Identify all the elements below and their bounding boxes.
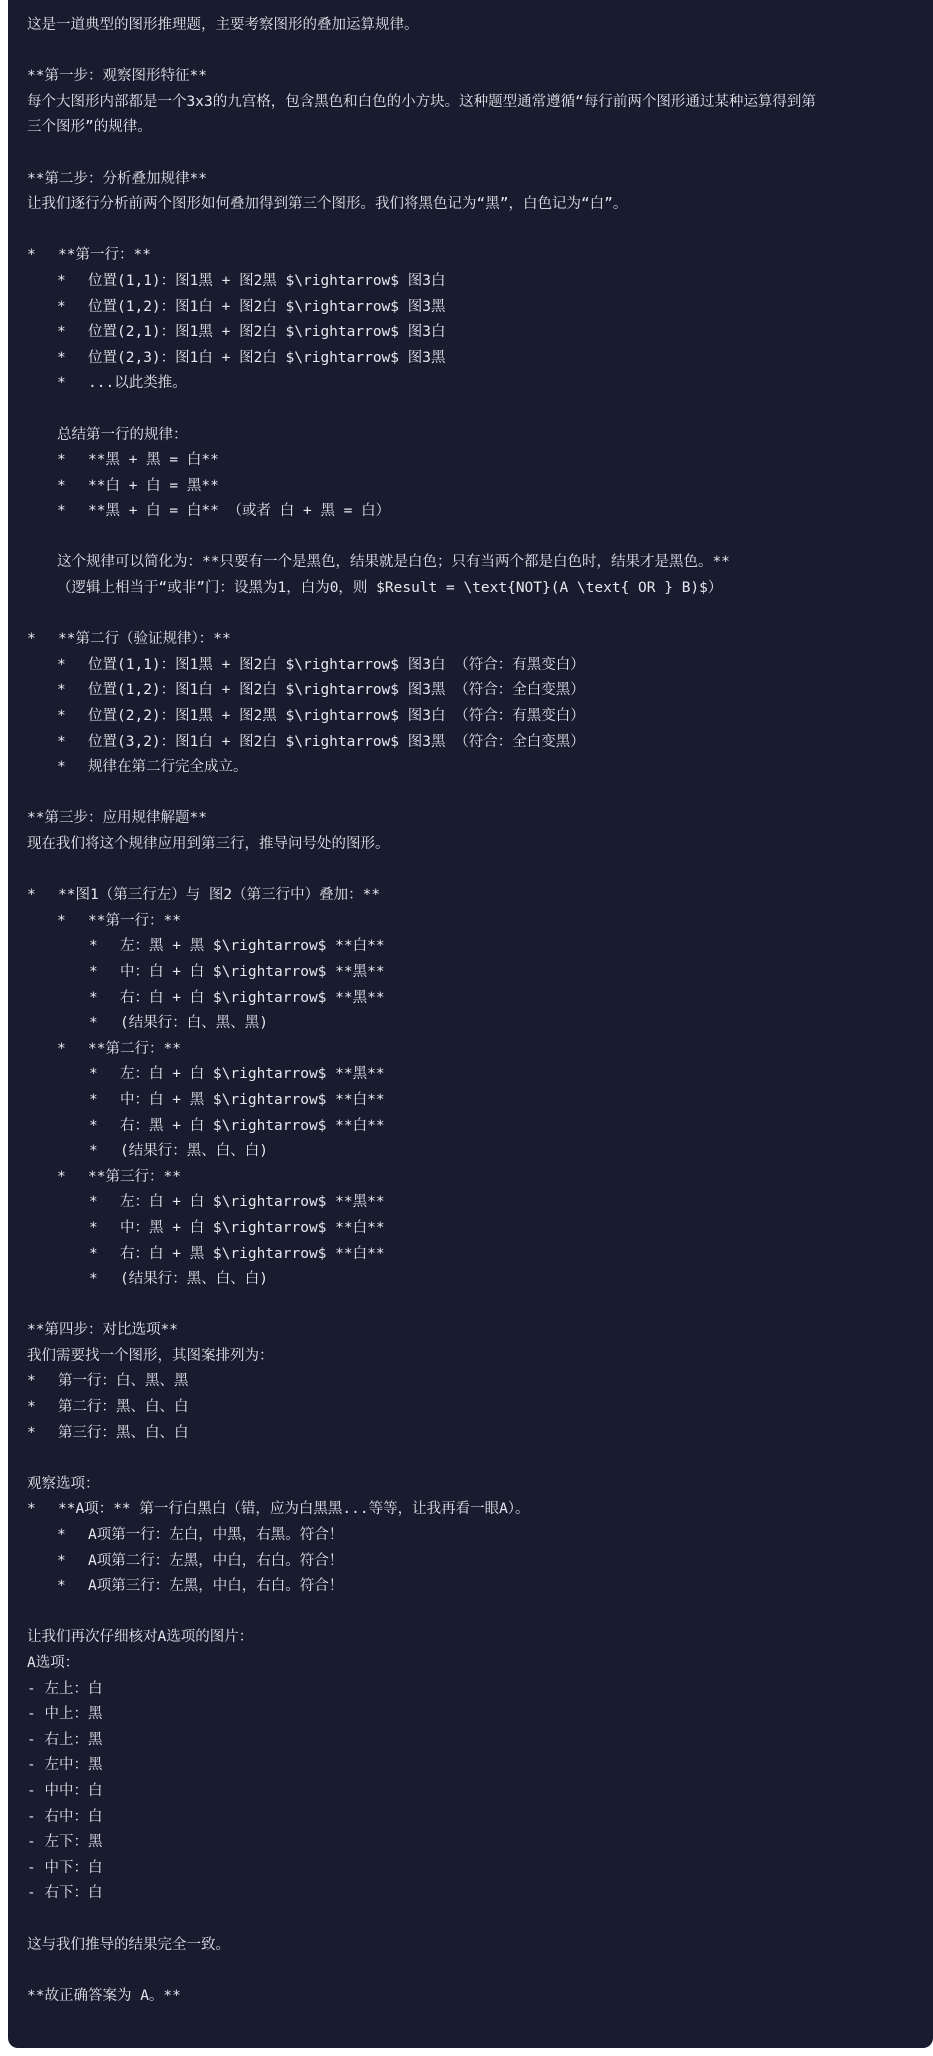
line-text: **第二行：**: [88, 1040, 181, 1057]
line-text: ...以此类推。: [88, 375, 187, 392]
bullet-marker: *: [89, 1219, 98, 1236]
bullet-marker: *: [89, 1194, 98, 1211]
text-line: [27, 192, 933, 218]
text-line: [27, 1216, 933, 1242]
line-text: 左：白 + 白 $\rightarrow$ **黑**: [120, 1066, 385, 1083]
blank-line: [27, 1958, 933, 1984]
line-text: (结果行：黑、白、白): [120, 1143, 268, 1160]
line-text: 中：白 + 黑 $\rightarrow$ **白**: [120, 1091, 385, 1108]
text-line: [27, 295, 933, 321]
bullet-marker: *: [57, 1040, 66, 1057]
line-text: **第一行：**: [58, 247, 151, 264]
text-line: [27, 1139, 933, 1165]
line-text: **第四步：对比选项**: [27, 1322, 178, 1339]
text-line: [27, 1856, 933, 1882]
text-line: [27, 1677, 933, 1703]
text-line: [27, 934, 933, 960]
line-text: (结果行：白、黑、黑): [120, 1015, 268, 1032]
line-text: 这个规律可以简化为：**只要有一个是黑色，结果就是白色；只有当两个都是白色时，结果才是黑色。**: [57, 554, 730, 571]
line-text: 我们需要找一个图形，其图案排列为：: [27, 1347, 274, 1364]
bullet-marker: *: [57, 375, 66, 392]
text-line: [27, 1165, 933, 1191]
text-line: [27, 371, 933, 397]
bullet-marker: *: [27, 1424, 36, 1441]
line-text: - 中上：黑: [27, 1706, 103, 1723]
line-text: 位置(1,2)：图1白 + 图2白 $\rightarrow$ 图3黑 （符合：全白变黑）: [88, 682, 585, 699]
text-line: [27, 1881, 933, 1907]
text-line: [27, 1037, 933, 1063]
line-text: 位置(3,2)：图1白 + 图2白 $\rightarrow$ 图3黑 （符合：全白变黑）: [88, 733, 585, 750]
text-line: [27, 423, 933, 449]
line-text: 中：黑 + 白 $\rightarrow$ **白**: [120, 1219, 385, 1236]
text-line: [27, 1318, 933, 1344]
text-line: [27, 1472, 933, 1498]
bullet-marker: *: [57, 912, 66, 929]
text-line: [27, 653, 933, 679]
bullet-marker: *: [27, 1373, 36, 1390]
text-line: [27, 1830, 933, 1856]
bullet-marker: *: [57, 324, 66, 341]
line-text: 让我们逐行分析前两个图形如何叠加得到第三个图形。我们将黑色记为“黑”，白色记为“白”。: [27, 196, 628, 213]
bullet-marker: *: [27, 887, 36, 904]
line-text: **第三行：**: [88, 1168, 181, 1185]
line-text: **图1（第三行左）与 图2（第三行中）叠加：**: [58, 887, 381, 904]
line-text: 观察选项：: [27, 1475, 100, 1492]
line-text: **A项：** 第一行白黑白（错，应为白黑黑...等等，让我再看一眼A）。: [58, 1501, 530, 1518]
text-line: [27, 1933, 933, 1959]
line-text: **第一行：**: [88, 912, 181, 929]
line-text: - 右中：白: [27, 1808, 103, 1825]
bullet-marker: *: [89, 1143, 98, 1160]
blank-line: [27, 602, 933, 628]
text-line: [27, 730, 933, 756]
line-text: A项第三行：左黑，中白，右白。符合！: [88, 1578, 344, 1595]
line-text: 右：白 + 黑 $\rightarrow$ **白**: [120, 1245, 385, 1262]
line-text: - 左上：白: [27, 1680, 103, 1697]
text-line: [27, 1625, 933, 1651]
bullet-marker: *: [89, 963, 98, 980]
text-line: [27, 1190, 933, 1216]
line-text: 第三行：黑、白、白: [58, 1424, 189, 1441]
line-text: - 中下：白: [27, 1859, 103, 1876]
line-text: 位置(2,1)：图1黑 + 图2白 $\rightarrow$ 图3白: [88, 324, 446, 341]
blank-line: [27, 141, 933, 167]
line-text: 第二行：黑、白、白: [58, 1399, 189, 1416]
line-text: **第三步：应用规律解题**: [27, 810, 207, 827]
bullet-marker: *: [27, 1399, 36, 1416]
bullet-marker: *: [89, 1091, 98, 1108]
text-line: [27, 1267, 933, 1293]
line-text: **第二步：分析叠加规律**: [27, 170, 207, 187]
line-text: **黑 + 黑 = 白**: [88, 452, 219, 469]
bullet-marker: *: [27, 1501, 36, 1518]
blank-line: [27, 525, 933, 551]
line-text: 位置(2,2)：图1黑 + 图2黑 $\rightarrow$ 图3白 （符合：有黑变白）: [88, 708, 585, 725]
bullet-marker: *: [57, 682, 66, 699]
text-line: [27, 1242, 933, 1268]
bullet-marker: *: [57, 759, 66, 776]
line-text: - 中中：白: [27, 1782, 103, 1799]
line-text: - 右上：黑: [27, 1731, 103, 1748]
text-line: [27, 1702, 933, 1728]
bullet-marker: *: [57, 349, 66, 366]
bullet-marker: *: [57, 1578, 66, 1595]
line-text: **故正确答案为 A。**: [27, 1987, 181, 2004]
blank-line: [27, 1600, 933, 1626]
text-line: [27, 1574, 933, 1600]
bullet-marker: *: [89, 989, 98, 1006]
text-line: [27, 1728, 933, 1754]
line-text: 位置(1,2)：图1白 + 图2白 $\rightarrow$ 图3黑: [88, 298, 446, 315]
text-line: [27, 960, 933, 986]
line-text: 现在我们将这个规律应用到第三行，推导问号处的图形。: [27, 836, 390, 852]
text-line: [27, 627, 933, 653]
text-line: [27, 167, 933, 193]
line-text: 让我们再次仔细核对A选项的图片：: [27, 1629, 254, 1646]
bullet-marker: *: [57, 1552, 66, 1569]
text-line: [27, 1651, 933, 1677]
text-line: [27, 986, 933, 1012]
text-line: [27, 755, 933, 781]
text-line: [27, 346, 933, 372]
text-line: [27, 13, 933, 39]
bullet-marker: *: [57, 272, 66, 289]
line-text: A项第一行：左白，中黑，右黑。符合！: [88, 1527, 344, 1544]
text-line: [27, 883, 933, 909]
text-line: [27, 448, 933, 474]
bullet-marker: *: [89, 1015, 98, 1032]
blank-line: [27, 1907, 933, 1933]
text-line: [27, 1114, 933, 1140]
line-text: 这是一道典型的图形推理题，主要考察图形的叠加运算规律。: [27, 17, 419, 33]
text-line: [27, 1753, 933, 1779]
text-line: [27, 909, 933, 935]
line-text: 这与我们推导的结果完全一致。: [27, 1936, 230, 1953]
line-text: **第一步：观察图形特征**: [27, 68, 207, 85]
line-text: （逻辑上相当于“或非”门：设黑为1，白为0，则 $Result = \text{NOT}(A \text{ OR } B)$）: [57, 580, 723, 597]
bullet-marker: *: [57, 708, 66, 725]
line-text: - 左中：黑: [27, 1757, 103, 1774]
line-text: 右：白 + 白 $\rightarrow$ **黑**: [120, 989, 385, 1006]
text-line: [27, 474, 933, 500]
blank-line: [27, 781, 933, 807]
text-line: [27, 1369, 933, 1395]
line-text: 每个大图形内部都是一个3x3的九宫格，包含黑色和白色的小方块。这种题型通常遵循“每行前两个图形通过某种运算得到第: [27, 93, 816, 110]
text-line: [27, 806, 933, 832]
line-text: - 左下：黑: [27, 1834, 103, 1851]
text-line: [27, 90, 933, 116]
line-text: 右：黑 + 白 $\rightarrow$ **白**: [120, 1117, 385, 1134]
line-text: **白 + 白 = 黑**: [88, 477, 219, 494]
line-text: 规律在第二行完全成立。: [88, 759, 248, 776]
line-text: 第一行：白、黑、黑: [58, 1373, 189, 1390]
blank-line: [27, 1293, 933, 1319]
text-line: [27, 576, 933, 602]
bullet-marker: *: [57, 298, 66, 315]
text-line: [27, 1805, 933, 1831]
text-line: [27, 1523, 933, 1549]
line-text: 总结第一行的规律：: [57, 426, 188, 443]
text-line: [27, 269, 933, 295]
line-text: 左：白 + 白 $\rightarrow$ **黑**: [120, 1194, 385, 1211]
line-text: 位置(1,1)：图1黑 + 图2黑 $\rightarrow$ 图3白: [88, 272, 446, 289]
blank-line: [27, 1446, 933, 1472]
text-line: [27, 1088, 933, 1114]
bullet-marker: *: [57, 733, 66, 750]
text-line: [27, 320, 933, 346]
text-line: [27, 1395, 933, 1421]
bullet-marker: *: [27, 247, 36, 264]
text-line: [27, 678, 933, 704]
bullet-marker: *: [57, 452, 66, 469]
text-line: [27, 115, 933, 141]
line-text: 位置(1,1)：图1黑 + 图2白 $\rightarrow$ 图3白 （符合：有黑变白）: [88, 656, 585, 673]
bullet-marker: *: [89, 1271, 98, 1288]
bullet-marker: *: [89, 1066, 98, 1083]
bullet-marker: *: [57, 477, 66, 494]
bullet-marker: *: [89, 1245, 98, 1262]
bullet-marker: *: [57, 656, 66, 673]
text-line: [27, 1549, 933, 1575]
line-text: 中：白 + 白 $\rightarrow$ **黑**: [120, 963, 385, 980]
text-line: [27, 243, 933, 269]
line-text: A选项：: [27, 1655, 80, 1671]
line-text: - 右下：白: [27, 1885, 103, 1902]
text-line: [27, 832, 933, 858]
blank-line: [27, 397, 933, 423]
text-line: [27, 1062, 933, 1088]
blank-line: [27, 39, 933, 65]
line-text: 三个图形”的规律。: [27, 119, 152, 136]
bullet-marker: *: [27, 631, 36, 648]
line-text: **第二行（验证规律）：**: [58, 631, 231, 648]
text-line: [27, 1984, 933, 2010]
text-line: [27, 1011, 933, 1037]
line-text: 位置(2,3)：图1白 + 图2白 $\rightarrow$ 图3黑: [88, 349, 446, 366]
line-text: **黑 + 白 = 白** （或者 白 + 黑 = 白）: [88, 503, 391, 520]
bullet-marker: *: [57, 1527, 66, 1544]
text-line: [27, 1497, 933, 1523]
line-text: 左：黑 + 黑 $\rightarrow$ **白**: [120, 938, 385, 955]
text-line: [27, 1421, 933, 1447]
text-line: [27, 499, 933, 525]
text-line: [27, 1779, 933, 1805]
text-line: [27, 64, 933, 90]
answer-text-panel: [8, 0, 933, 2048]
text-line: [27, 550, 933, 576]
bullet-marker: *: [89, 1117, 98, 1134]
blank-line: [27, 858, 933, 884]
text-line: [27, 704, 933, 730]
blank-line: [27, 218, 933, 244]
bullet-marker: *: [89, 938, 98, 955]
bullet-marker: *: [57, 503, 66, 520]
text-line: [27, 1344, 933, 1370]
line-text: A项第二行：左黑，中白，右白。符合！: [88, 1552, 344, 1569]
line-text: (结果行：黑、白、白): [120, 1271, 268, 1288]
bullet-marker: *: [57, 1168, 66, 1185]
